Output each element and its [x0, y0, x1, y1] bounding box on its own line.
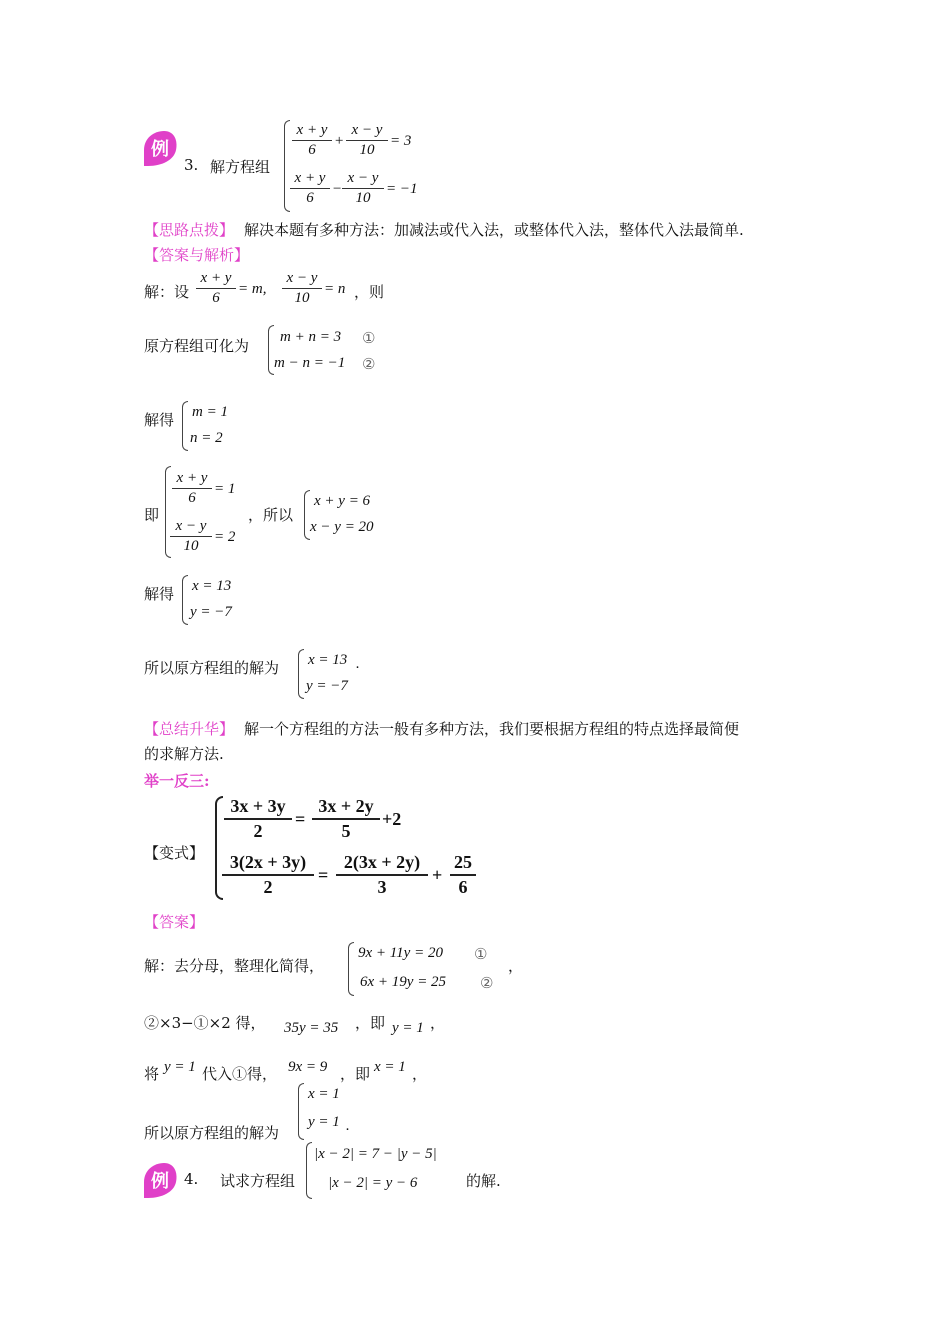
- fraction: x − y 10: [342, 170, 384, 207]
- example-badge-icon: [140, 1160, 180, 1200]
- fraction: 25 6: [450, 852, 476, 898]
- answer-tag: 【答案】: [144, 913, 205, 931]
- example-title: 解方程组: [210, 158, 271, 176]
- fraction: x + y 6: [172, 470, 212, 507]
- system-brace: [348, 942, 354, 996]
- example-number: 3.: [184, 156, 199, 174]
- fraction: 3(2x + 3y) 2: [222, 852, 314, 898]
- example-number: 4.: [184, 1170, 199, 1188]
- system-brace: [298, 1083, 304, 1140]
- answer-tag: 【答案与解析】: [144, 246, 250, 264]
- system-brace: [298, 649, 304, 699]
- hint-text: 解决本题有多种方法：加减法或代入法，或整体代入法，整体代入法最简单.: [244, 221, 744, 239]
- practice-title: 举一反三:: [144, 772, 210, 790]
- example-title: 试求方程组: [220, 1172, 296, 1190]
- fraction: x + y 6: [290, 170, 330, 207]
- svg-text:例: 例: [151, 1171, 169, 1192]
- fraction: 3x + 2y 5: [312, 796, 380, 842]
- fraction: x − y 10: [346, 122, 388, 159]
- fraction: x − y 10: [170, 518, 212, 555]
- fraction: x + y 6: [196, 270, 236, 307]
- system-brace: [306, 1142, 312, 1199]
- fraction: x + y 6: [292, 122, 332, 159]
- fraction: x − y 10: [282, 270, 322, 307]
- hint-tag: 【思路点拨】: [144, 221, 235, 239]
- fraction: 3x + 3y 2: [224, 796, 292, 842]
- system-brace: [182, 401, 188, 451]
- svg-text:例: 例: [151, 139, 169, 160]
- system-brace: [182, 575, 188, 625]
- example-badge-icon: [140, 128, 180, 168]
- summary-tag: 【总结升华】: [144, 720, 235, 738]
- fraction: 2(3x + 2y) 3: [336, 852, 428, 898]
